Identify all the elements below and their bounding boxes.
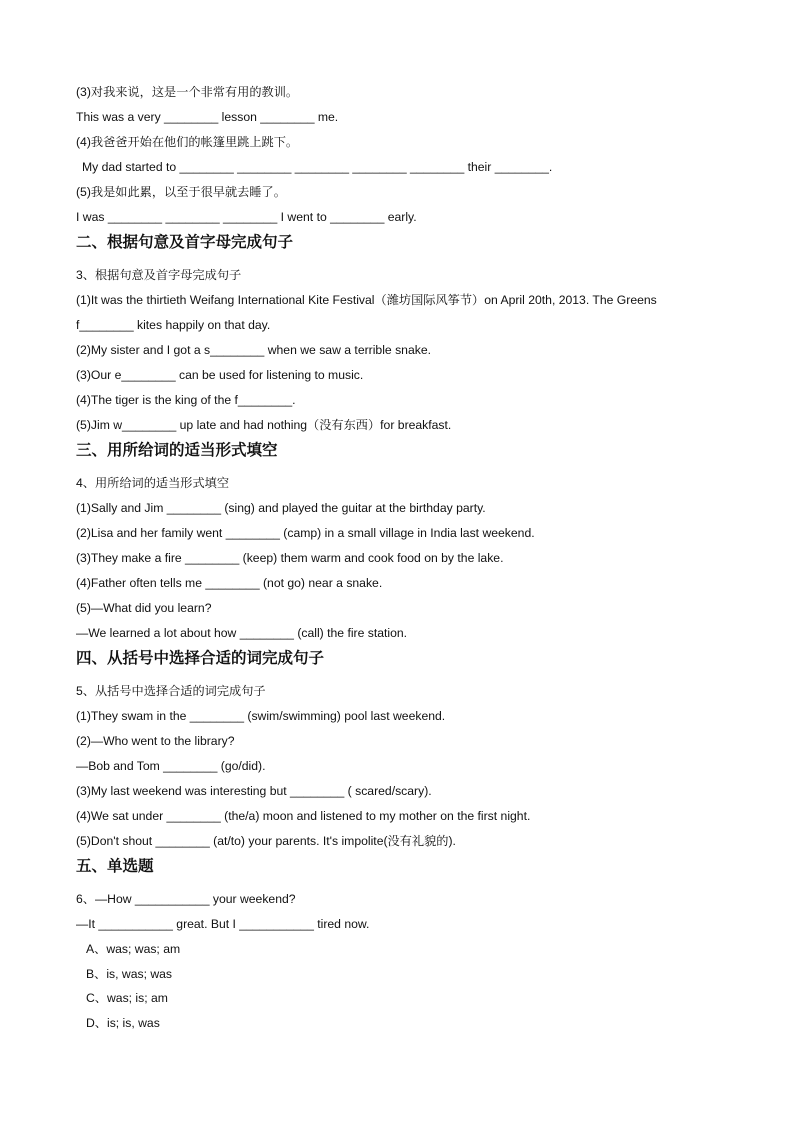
question-5-item: (4)We sat under ________ (the/a) moon and listened to my mother on the first night. bbox=[76, 809, 531, 823]
section-4-heading: 四、从括号中选择合适的词完成句子 bbox=[76, 649, 325, 667]
question-4-item: (4)Father often tells me ________ (not go) near a snake. bbox=[76, 576, 383, 590]
question-4-item: (3)They make a fire ________ (keep) them warm and cook food on by the lake. bbox=[76, 551, 504, 565]
section-5 bbox=[76, 854, 724, 1035]
question-5-item: —Bob and Tom ________ (go/did). bbox=[76, 759, 266, 773]
option-d: D、is; is, was bbox=[86, 1015, 160, 1030]
question-3-item: (5)Jim w________ up late and had nothing（没有东西）for breakfast. bbox=[76, 418, 452, 432]
question-3-item: f________ kites happily on that day. bbox=[76, 318, 271, 332]
question-4-item: —We learned a lot about how ________ (call) the fire station. bbox=[76, 626, 408, 640]
section-4 bbox=[76, 646, 724, 854]
q3-chinese: (3)对我来说，这是一个非常有用的教训。 bbox=[76, 85, 299, 99]
question-4-item: (2)Lisa and her family went ________ (camp) in a small village in India last weekend. bbox=[76, 526, 535, 540]
question-5-item: (1)They swam in the ________ (swim/swimming) pool last weekend. bbox=[76, 709, 446, 723]
option-a: A、was; was; am bbox=[86, 942, 181, 956]
question-6-line-2: —It ___________ great. But I ___________ tired now. bbox=[76, 917, 370, 931]
question-3-item: (4)The tiger is the king of the f________. bbox=[76, 393, 296, 407]
question-3-item: (2)My sister and I got a s________ when we saw a terrible snake. bbox=[76, 343, 431, 357]
question-3-title: 3、根据句意及首字母完成句子 bbox=[76, 268, 242, 282]
question-5-item: (2)—Who went to the library? bbox=[76, 734, 235, 748]
question-3-item: (1)It was the thirtieth Weifang International Kite Festival（潍坊国际风筝节）on April 20th, 2013. The Greens bbox=[76, 293, 657, 307]
q5-chinese: (5)我是如此累，以至于很早就去睡了。 bbox=[76, 185, 286, 199]
question-6-line-1: 6、—How ___________ your weekend? bbox=[76, 892, 296, 906]
section-2-heading: 二、根据句意及首字母完成句子 bbox=[76, 233, 294, 251]
section-3-heading: 三、用所给词的适当形式填空 bbox=[76, 441, 278, 459]
option-c: C、was; is; am bbox=[86, 991, 168, 1006]
q5-english: I was ________ ________ ________ I went to ________ early. bbox=[76, 210, 417, 224]
question-5-item: (5)Don't shout ________ (at/to) your parents. It's impolite(没有礼貌的). bbox=[76, 834, 456, 848]
q4-chinese: (4)我爸爸开始在他们的帐篷里跳上跳下。 bbox=[76, 135, 299, 149]
question-4-title: 4、用所给词的适当形式填空 bbox=[76, 476, 230, 490]
option-b: B、is, was; was bbox=[86, 966, 173, 981]
q3-english: This was a very ________ lesson ________ me. bbox=[76, 110, 339, 124]
section-2 bbox=[76, 230, 724, 438]
q4-english: My dad started to ________ ________ ________ ________ ________ their ________. bbox=[82, 160, 553, 174]
question-4-item: (5)—What did you learn? bbox=[76, 601, 212, 615]
section-3 bbox=[76, 438, 724, 646]
question-5-item: (3)My last weekend was interesting but ________ ( scared/scary). bbox=[76, 784, 432, 798]
section-1-tail bbox=[76, 80, 724, 230]
question-3-item: (3)Our e________ can be used for listening to music. bbox=[76, 368, 364, 382]
question-4-item: (1)Sally and Jim ________ (sing) and played the guitar at the birthday party. bbox=[76, 501, 486, 515]
question-5-title: 5、从括号中选择合适的词完成句子 bbox=[76, 684, 266, 698]
section-5-heading: 五、单选题 bbox=[76, 857, 154, 875]
